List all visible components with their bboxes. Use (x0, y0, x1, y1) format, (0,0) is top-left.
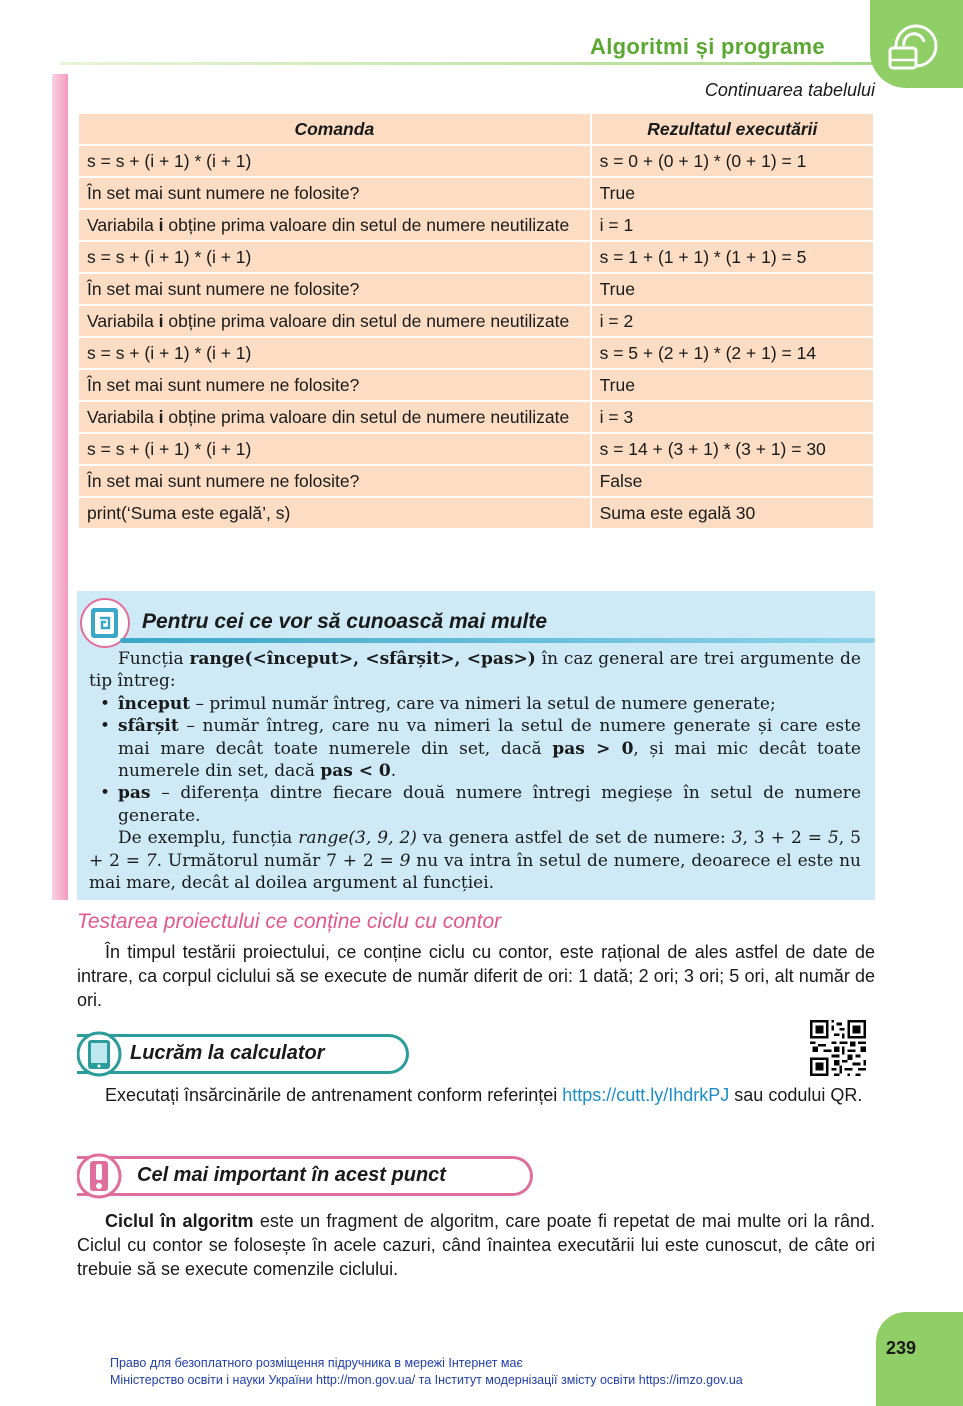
variable-name: i (158, 407, 164, 427)
table-header-command: Comanda (78, 113, 591, 145)
important-text (77, 1209, 875, 1281)
table-row (78, 369, 874, 401)
left-margin-bar (52, 74, 68, 900)
range-example: range(3, 9, 2) (298, 828, 417, 849)
number: 5 (827, 828, 839, 849)
bullet-text: – număr întreg, care nu va nimeri la setul de numere generate și care este mai mare decât toate numerele din set, dacă (118, 716, 861, 759)
table-row (78, 433, 874, 465)
info-text-span: . Următorul număr 7 + 2 = (156, 850, 400, 871)
result-cell: True (591, 369, 874, 401)
bullet-sfarsit (89, 715, 861, 782)
bullet-text: , și mai mic decât toate numerele din set, dacă (118, 738, 861, 782)
table-row (78, 465, 874, 497)
info-text-span: De exemplu, funcția (118, 828, 299, 849)
result-cell: False (591, 465, 874, 497)
page-number-tab (876, 1312, 963, 1406)
qr-code[interactable] (810, 1020, 866, 1076)
footer-line-1: Право для безоплатного розміщення підручника в мережі Інтернет має (110, 1356, 523, 1370)
training-link[interactable]: https://cutt.ly/IhdrkPJ (562, 1085, 730, 1105)
info-text (89, 648, 861, 894)
page-number: 239 (886, 1338, 917, 1358)
chapter-title: Algoritmi și programe (590, 34, 825, 59)
command-cell: s = s + (i + 1) * (i + 1) (78, 145, 591, 177)
result-cell: i = 3 (591, 401, 874, 433)
term: pas < 0 (320, 761, 391, 782)
command-cell: În set mai sunt numere ne folosite? (78, 177, 591, 209)
calculator-text (77, 1083, 875, 1107)
table-row (78, 273, 874, 305)
command-cell: Variabila i obține prima valoare din setul de numere neutilizate (78, 305, 591, 337)
bullet-pas (89, 782, 861, 827)
command-cell: În set mai sunt numere ne folosite? (78, 465, 591, 497)
variable-name: i (158, 311, 164, 331)
command-cell: print(‘Suma este egală’, s) (78, 497, 591, 529)
footer-text (110, 1355, 743, 1389)
command-cell: s = s + (i + 1) * (i + 1) (78, 433, 591, 465)
important-term: Ciclul în algoritm (105, 1211, 254, 1231)
computer-cloud-icon (884, 22, 940, 78)
info-paragraph-1 (89, 648, 861, 693)
calculator-paragraph (77, 1083, 875, 1107)
calc-text-span: sau codului QR. (729, 1085, 863, 1105)
term: pas > 0 (552, 738, 634, 759)
table-row (78, 401, 874, 433)
table-header-result: Rezultatul executării (591, 113, 874, 145)
number: 3 (731, 828, 743, 849)
command-cell: s = s + (i + 1) * (i + 1) (78, 337, 591, 369)
info-bullet-list (89, 693, 861, 827)
info-paragraph-2 (89, 827, 861, 894)
important-paragraph (77, 1209, 875, 1281)
result-cell: True (591, 177, 874, 209)
variable-name: i (158, 215, 164, 235)
calculator-title: Lucrăm la calculator (130, 1042, 325, 1064)
important-text-span: este un fragment de algoritm, care poate fi repetat de mai multe ori la rând. Ciclul cu contor se folosește în acele cazuri, când înaintea executării lui este cunoscut, de câte ori trebuie să se execute comenzile ciclului. (77, 1211, 875, 1279)
info-text-span: în caz general are trei argumente de tip întreg: (89, 649, 861, 692)
section-title: Testarea proiectului ce conține ciclu cu contor (77, 910, 502, 933)
info-text-span: nu va intra în setul de numere, deoarece el este nu mai mare, decât al doilea argument al funcției. (89, 850, 861, 894)
result-cell: s = 5 + (2 + 1) * (2 + 1) = 14 (591, 337, 874, 369)
number: 9 (399, 850, 411, 871)
term: pas (118, 783, 151, 804)
result-cell: i = 1 (591, 209, 874, 241)
result-cell: True (591, 273, 874, 305)
calc-text-span: Executați însărcinările de antrenament conform referinței (105, 1085, 563, 1105)
result-cell: i = 2 (591, 305, 874, 337)
command-table (77, 112, 875, 530)
bullet-inceput (89, 693, 861, 715)
info-title: Pentru cei ce vor să cunoască mai multe (142, 610, 548, 633)
table-row (78, 177, 874, 209)
info-title-underline (120, 638, 875, 643)
result-cell: s = 0 + (0 + 1) * (0 + 1) = 1 (591, 145, 874, 177)
info-text-span: , 3 + 2 = (742, 828, 828, 849)
header-line (60, 62, 880, 65)
table-row (78, 145, 874, 177)
table-row (78, 305, 874, 337)
range-signature: range(<început>, <sfârșit>, <pas>) (189, 649, 536, 669)
info-text-span: , 5 + 2 = (89, 828, 861, 871)
result-cell: s = 1 + (1 + 1) * (1 + 1) = 5 (591, 241, 874, 273)
info-text-span: Funcția (118, 649, 190, 669)
info-text-span: va genera astfel de set de numere: (416, 828, 732, 849)
exclamation-icon (77, 1152, 123, 1200)
command-cell: Variabila i obține prima valoare din setul de numere neutilizate (78, 209, 591, 241)
table-row (78, 241, 874, 273)
command-cell: s = s + (i + 1) * (i + 1) (78, 241, 591, 273)
table-continuation-label: Continuarea tabelului (704, 80, 875, 100)
table-row (78, 337, 874, 369)
table-row (78, 209, 874, 241)
result-cell: s = 14 + (3 + 1) * (3 + 1) = 30 (591, 433, 874, 465)
section-paragraph: În timpul testării proiectului, ce conține ciclu cu contor, este rațional de ales astfel de date de intrare, ca corpul ciclului să se execute de număr diferit de ori: 1 dată; 2 ori; 3 ori; 5 ori, alt număr de ori. (77, 942, 875, 1010)
footer-line-2: Міністерство освіти і науки України http://mon.gov.ua/ та Інститут модернізації змісту освіти https://imzo.gov.ua (110, 1373, 743, 1387)
bullet-text: . (390, 761, 397, 782)
command-cell: Variabila i obține prima valoare din setul de numere neutilizate (78, 401, 591, 433)
table-header-row (78, 113, 874, 145)
section-text (77, 940, 875, 1012)
command-cell: În set mai sunt numere ne folosite? (78, 273, 591, 305)
term: sfârșit (118, 716, 179, 737)
bullet-text: – primul număr întreg, care va nimeri la setul de numere generate; (190, 693, 776, 714)
term: început (118, 693, 191, 714)
bullet-text: – diferența dintre fiecare două numere întregi megieșe în setul de numere generate. (118, 783, 861, 826)
number: 7 (145, 850, 157, 871)
table-row (78, 497, 874, 529)
result-cell: Suma este egală 30 (591, 497, 874, 529)
important-title: Cel mai important în acest punct (137, 1164, 446, 1186)
command-cell: În set mai sunt numere ne folosite? (78, 369, 591, 401)
tablet-icon (77, 1030, 123, 1078)
